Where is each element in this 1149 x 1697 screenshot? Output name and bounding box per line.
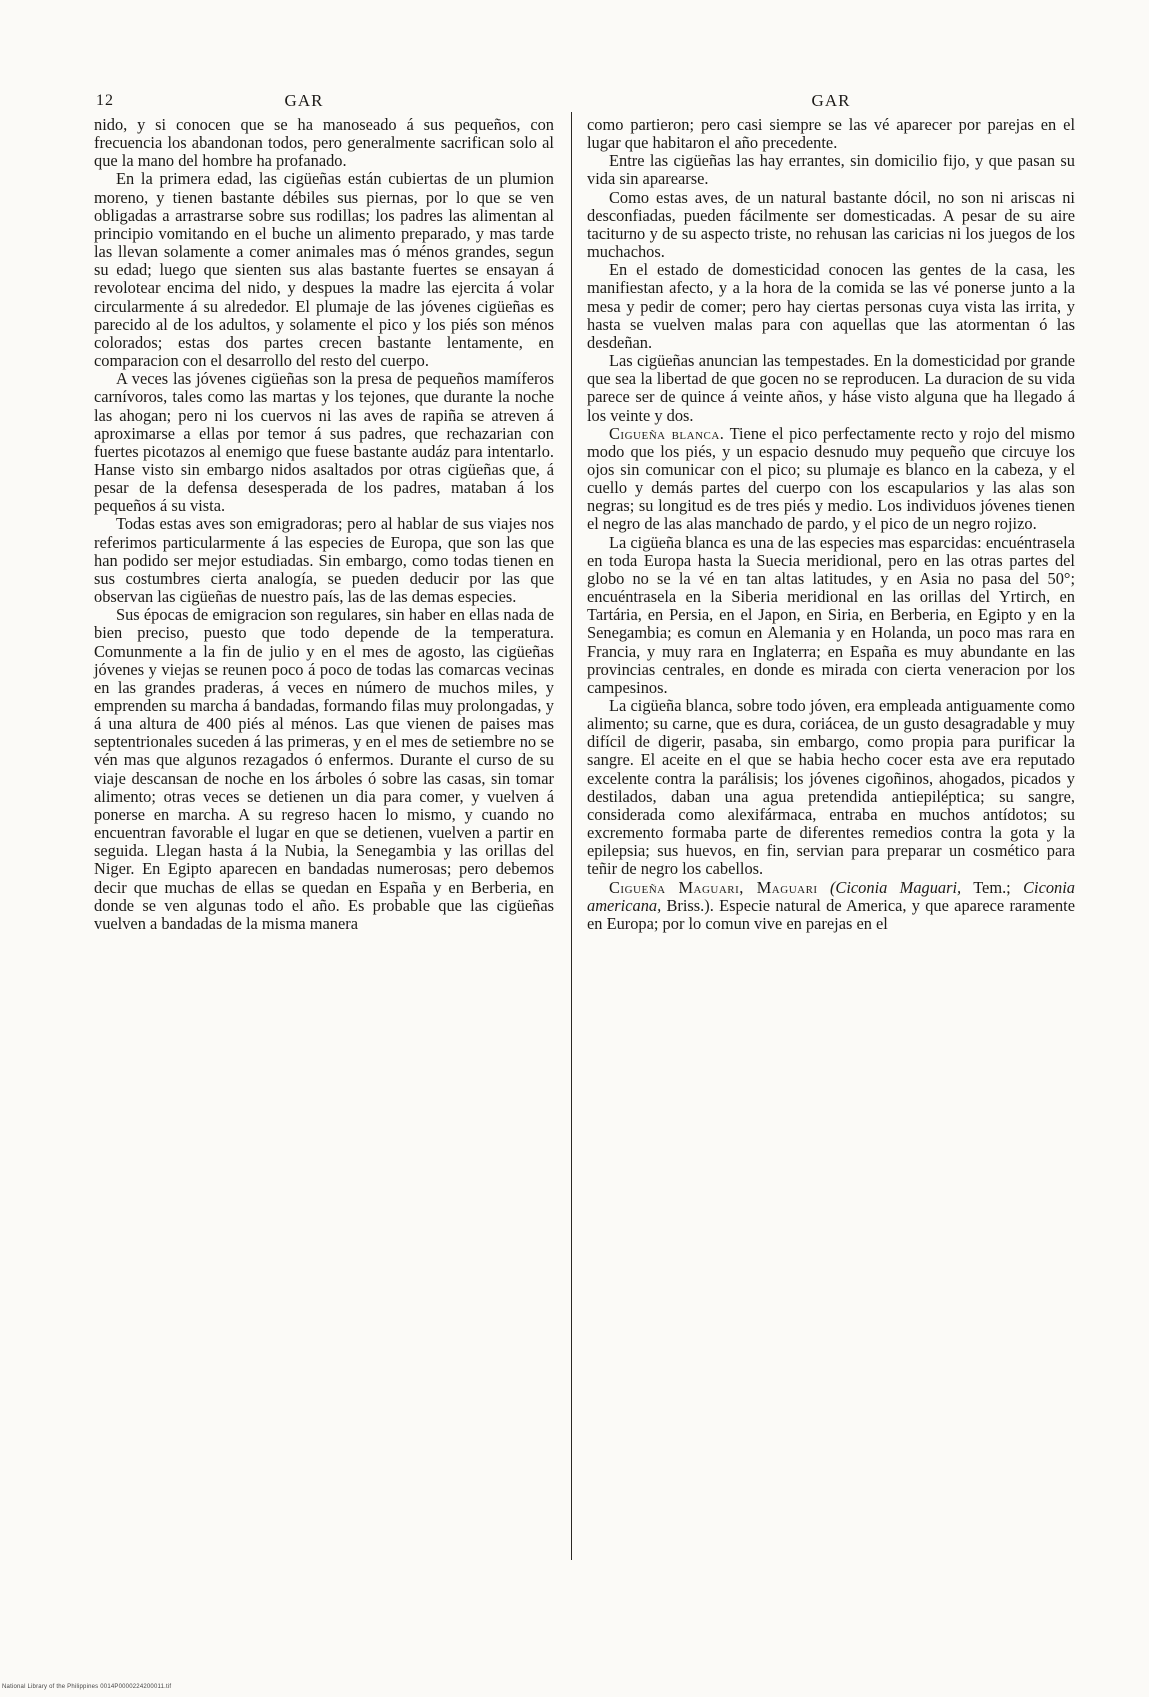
- left-running-head: [94, 92, 554, 114]
- right-head-word: GAR: [811, 91, 851, 110]
- left-paragraph-3: A veces las jóvenes cigüeñas son la presa de pequeños mamíferos carnívoros, tales como las martas y los tejones, que durante la noche las ahogan; pero ni los cuervos ni las aves de rapiña se atreven á aproximarse a ellas por temor á sus padres, que rechazarian con fuertes picotazos al enemigo que fuese bastante audáz para intentarlo. Hanse visto sin embargo nidos asaltados por otras cigüeñas que, á pesar de la defensa desesperada de los padres, mataban á los pequeños á su vista.: [94, 369, 554, 516]
- cigueña-maguari-heading: Cigueña Maguari, Maguari: [609, 877, 818, 897]
- right-paragraph-intro: como partieron; pero casi siempre se las vé aparecer por parejas en el lugar que habitaron el año precedente.: [587, 115, 1075, 153]
- left-paragraph-1: nido, y si conocen que se ha manoseado á sus pequeños, con frecuencia los abandonan todos, pero generalmente sacrifican solo al que la mano del hombre ha profanado.: [94, 115, 554, 171]
- right-paragraph-3: En el estado de domesticidad conocen las gentes de la casa, les manifiestan afecto, y a la hora de la comida se las vé ponerse junto a la mesa y pedir de comer; pero hay ciertas personas cuya vista las irrita, y hasta se vuelven malas para con aquellas que las atormentan ó las desdeñan.: [587, 260, 1075, 352]
- right-paragraph-4: Las cigüeñas anuncian las tempestades. En la domesticidad por grande que sea la libertad de que gocen no se reproducen. La duracion de su vida parece ser de quince á veinte años, y háse visto alguna que ha llegado á los veinte y dos.: [587, 351, 1075, 425]
- right-paragraph-1: Entre las cigüeñas las hay errantes, sin domicilio fijo, y que pasan su vida sin aparearse.: [587, 151, 1075, 189]
- maguari-scientific-name: (Ciconia Maguari,: [829, 877, 962, 897]
- left-head-word: GAR: [284, 91, 324, 110]
- left-paragraph-4: Todas estas aves son emigradoras; pero al hablar de sus viajes nos referimos particularmente á las especies de Europa, que son las que han podido ser mejor estudiadas. Sin embargo, como todas tienen en sus costumbres cierta analogía, se pueden deducir por las que observan las cigüeñas de nuestro país, las de las demas especies.: [94, 514, 554, 607]
- cigueña-blanca-heading: Cigueña blanca.: [609, 423, 725, 443]
- right-paragraph-6: La cigüeña blanca, sobre todo jóven, era empleada antiguamente como alimento; su carne, que es dura, coriácea, de un gusto desagradable y muy difícil de digerir, pasaba, sin embargo, como propia para purificar la sangre. El aceite en el que se habia hecho cocer esta ave era reputado excelente contra la parálisis; los jóvenes cigoñinos, ahogados, picados y destilados, daban una agua pretendida antiepiléptica; su sangre, considerada como alexifármaca, entraba en muchos antídotos; su excremento formaba parte de diferentes remedios contra la gota y la epilepsia; sus huevos, en fin, servian para preparar un cosmético para teñir de negro los cabellos.: [587, 696, 1075, 879]
- left-paragraph-5: Sus épocas de emigracion son regulares, sin haber en ellas nada de bien preciso, puesto que todo depende de la temperatura. Comunmente a la fin de julio y en el mes de agosto, las cigüeñas jóvenes y viejas se reunen poco á poco de todas las comarcas vecinas en las grandes praderas, á veces en número de muchos miles, y emprenden su marcha á bandadas, formando filas muy prolongadas, y á una altura de 400 piés al ménos. Las que vienen de paises mas septentrionales suceden á las primeras, y en el mes de setiembre no se vén mas que algunos rezagados ó enfermos. Durante el curso de su viaje descansan de noche en los árboles ó sobre las casas, sin tomar alimento; otras veces se detienen un dia para comer, y vuelven á ponerse en marcha. A su regreso hacen lo mismo, y cuando no encuentran favorable el lugar en que se detienen, vuelven a partir en seguida. Llegan hasta á la Nubia, la Senegambia y las orillas del Niger. En Egipto aparecen en bandadas numerosas; pero debemos decir que muchas de ellas se quedan en España y en Berberia, en donde se ven algunas todo el año. Es probable que las cigüeñas vuelven a bandadas de la misma manera: [94, 605, 554, 933]
- maguari-author-1: Tem.;: [961, 877, 1024, 897]
- column-divider: [571, 112, 572, 1560]
- right-running-head: [587, 92, 1075, 114]
- scan-footer: National Library of the Philippines 0014P0000224200011.tif: [2, 1684, 172, 1690]
- maguari-scientific-name-2: Ciconia americana,: [587, 877, 1075, 915]
- cigueña-blanca-text: Tiene el pico perfectamente recto y rojo del mismo modo que los piés, y un espacio desnudo muy pequeño que circuye los ojos sin comunicar con el pico; su plumaje es blanco en la cabeza, y el cuello y demás partes del cuerpo con los escapularios y las alas son negras; su longitud es de tres piés y medio. Los individuos jóvenes tienen el negro de las alas manchado de pardo, y el pico de un negro rojizo.: [587, 423, 1075, 534]
- cigueña-blanca-entry: [587, 425, 1075, 534]
- left-paragraph-2: En la primera edad, las cigüeñas están cubiertas de un plumion moreno, y tienen bastante débiles sus piernas, por lo que se ven obligadas a arrastrarse sobre sus rodillas; los padres las alimentan al principio vomitando en el buche un alimento preparado, y mas tarde las llevan solamente a comer animales mas ó ménos grandes, segun su edad; luego que sienten sus alas bastante fuertes se ensayan á revolotear encima del nido, y despues la madre las ejercita á volar circularmente á su alrededor. El plumaje de las jóvenes cigüeñas es parecido al de los adultos, y solamente el pico y los piés son ménos colorados; estas dos partes crecen bastante lentamente, en comparacion con el desarrollo del resto del cuerpo.: [94, 169, 554, 371]
- left-column: [94, 92, 554, 933]
- right-paragraph-2: Como estas aves, de un natural bastante dócil, no son ni ariscas ni desconfiadas, pueden fácilmente ser domesticadas. A pesar de su aire taciturno y de su aspecto triste, no rehusan las caricias ni los juegos de los muchachos.: [587, 187, 1075, 262]
- maguari-text: Briss.). Especie natural de America, y que aparece raramente en Europa; por lo comun vive en parejas en el: [587, 895, 1075, 933]
- right-paragraph-5: La cigüeña blanca es una de las especies mas esparcidas: encuéntrasela en toda Europa hasta la Suecia meridional, pero en las otras partes del globo no se la vé en tan altas latitudes, y en Asia no pasa del 50°; encuéntrasela en la Siberia meridional en las orillas del Yrtirch, en Tartária, en Persia, en el Japon, en Siria, en Berberia, en Egipto y en la Senegambia; es comun en Alemania y en Holanda, un poco mas rara en Francia, y muy rara en Inglaterra; en España es muy abundante en las provincias centrales, en donde es mirada con cierta veneracion por los campesinos.: [587, 532, 1075, 697]
- cigueña-maguari-entry: [587, 879, 1075, 933]
- page-number: 12: [96, 92, 114, 109]
- right-column: [587, 92, 1075, 933]
